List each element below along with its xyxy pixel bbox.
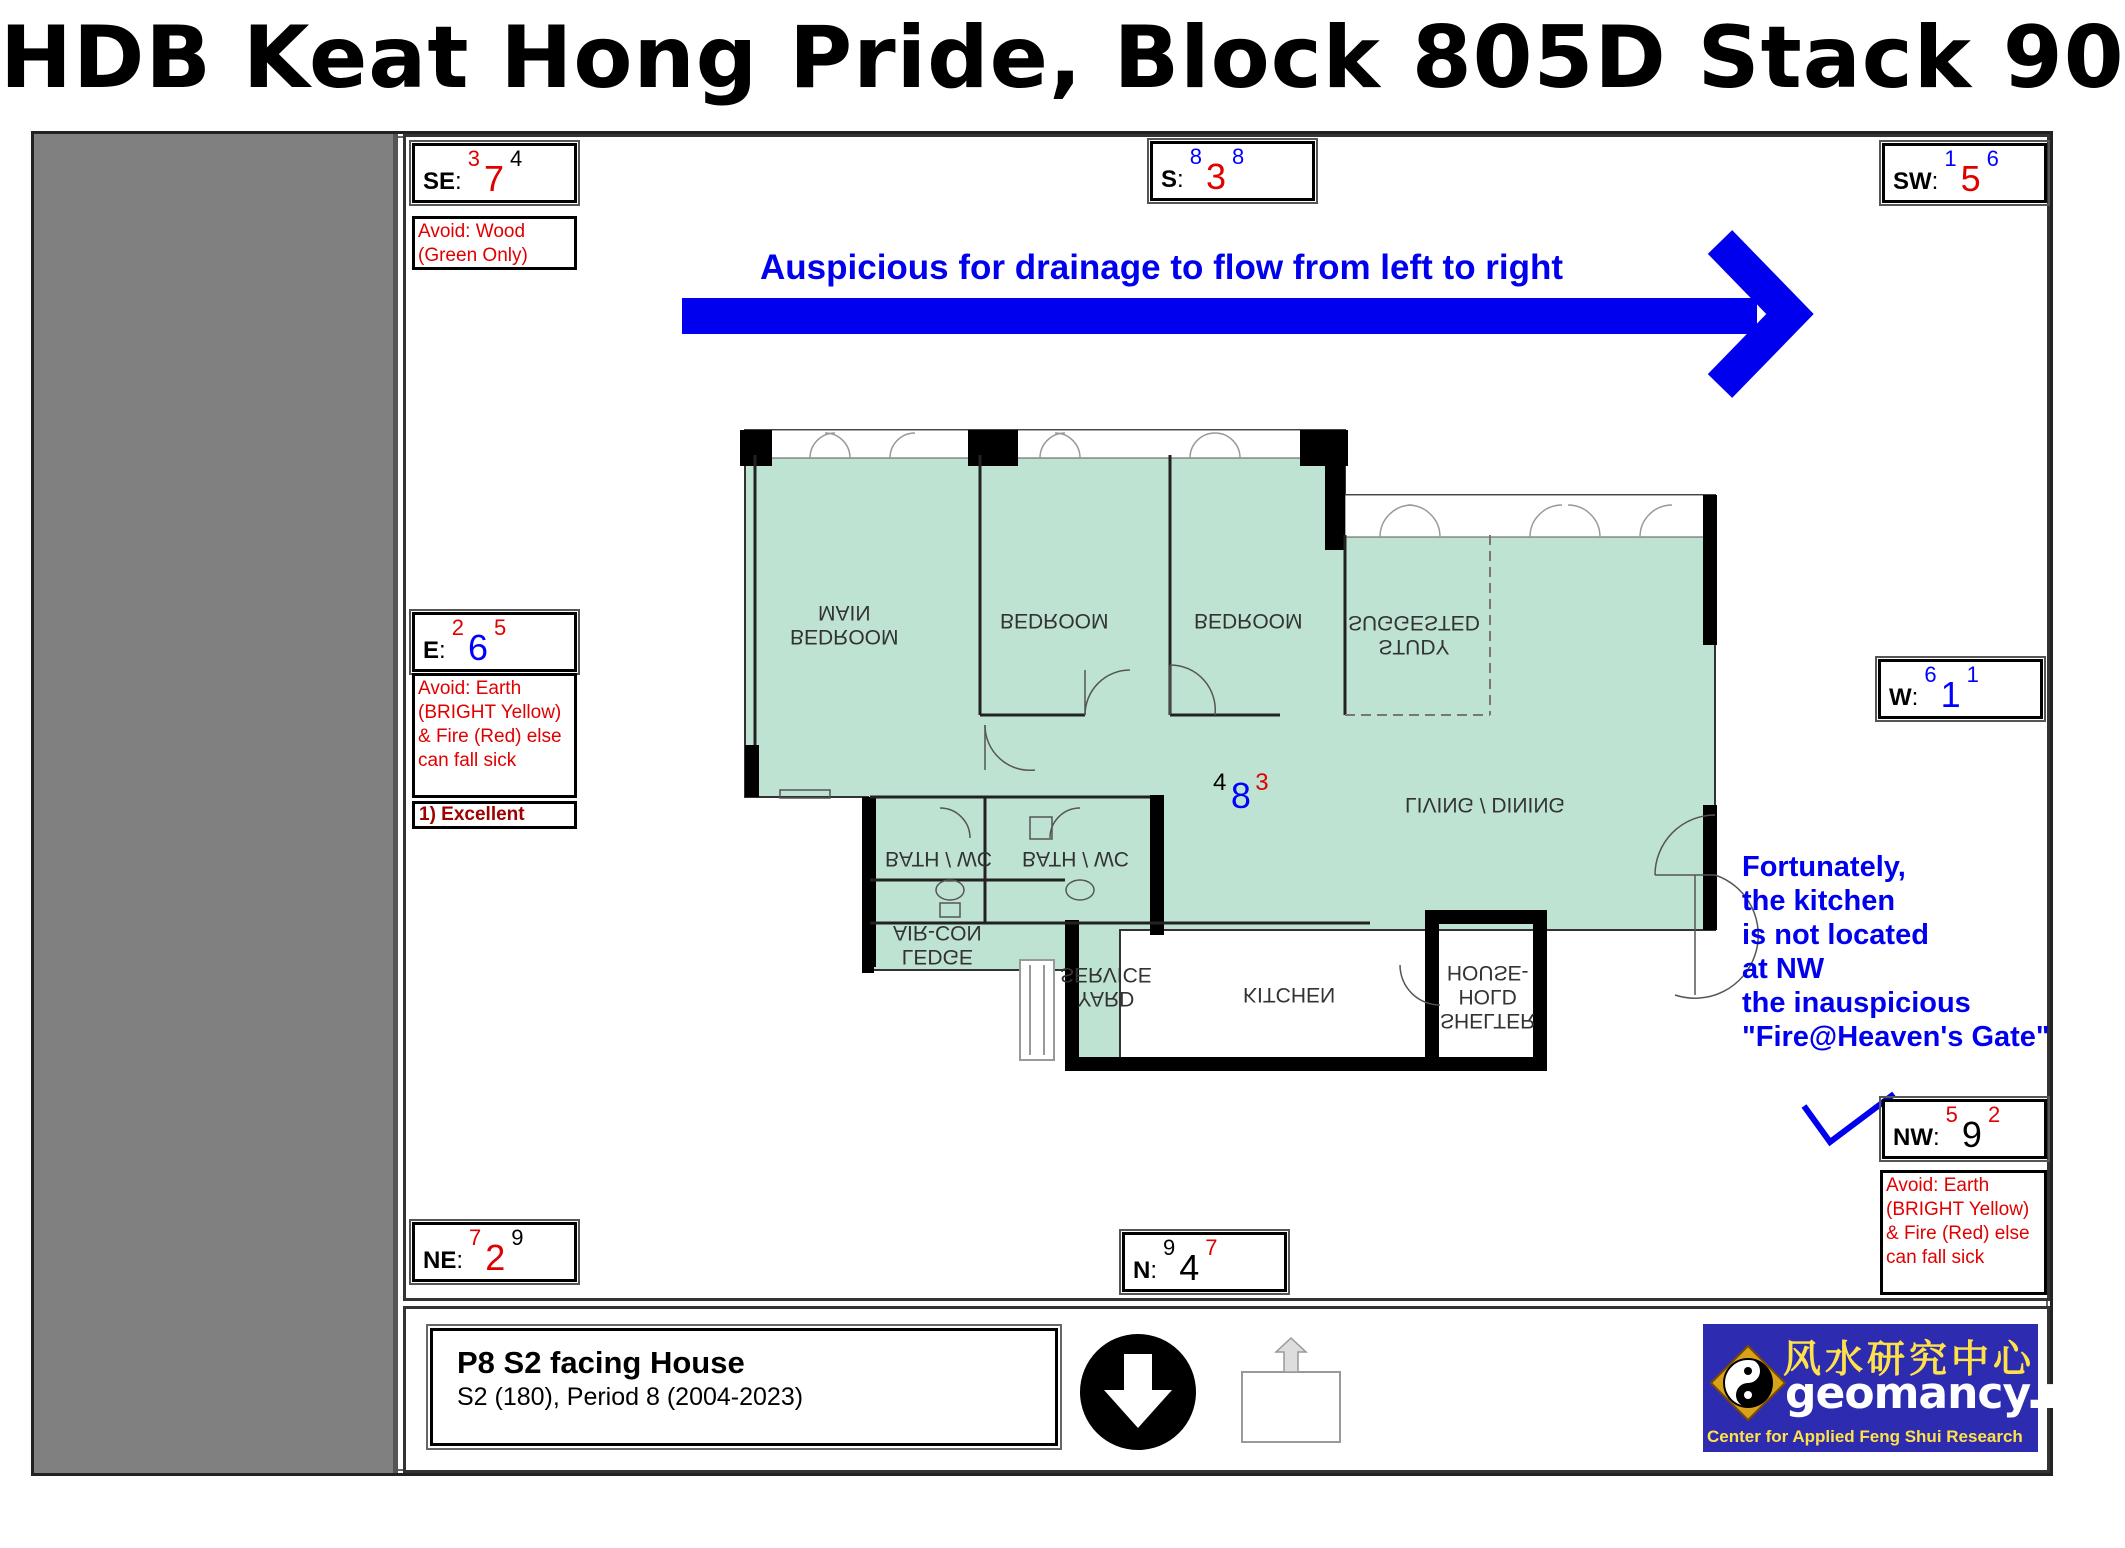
left-panel: [34, 134, 398, 1473]
room-main-bedroom: BEDROOM MAIN: [790, 601, 899, 648]
facing-subtitle: S2 (180), Period 8 (2004-2023): [457, 1383, 804, 1411]
sector-se: SE:3 7 4: [412, 143, 577, 203]
down-arrow-icon: [1078, 1332, 1198, 1452]
se-avoid-note: Avoid: Wood (Green Only): [412, 216, 577, 270]
room-service-yard: YARD SERVICE: [1060, 963, 1152, 1010]
room-bedroom-b: BEDROOM: [1194, 609, 1303, 632]
facing-info: [430, 1328, 1058, 1446]
room-bedroom-a: BEDROOM: [1000, 609, 1109, 632]
up-arrow-placeholder-icon: [1238, 1334, 1344, 1446]
logo-chinese: 风水研究中心: [1783, 1336, 2036, 1381]
nw-avoid-note: Avoid: Earth (BRIGHT Yellow) & Fire (Red) else can fall sick: [1880, 1170, 2047, 1295]
geomancy-logo: [1703, 1324, 2122, 1452]
logo-tagline: Center for Applied Feng Shui Research: [1707, 1427, 2023, 1446]
sector-s: S:8 3 8: [1150, 141, 1315, 201]
room-kitchen: KITCHEN: [1243, 983, 1336, 1006]
room-living-dining: LIVING / DINING: [1405, 793, 1565, 816]
yin-yang-icon: [1709, 1344, 1787, 1422]
e-avoid-note: Avoid: Earth (BRIGHT Yellow) & Fire (Red) else can fall sick: [412, 673, 577, 798]
page-title: HDB Keat Hong Pride, Block 805D Stack 90: [0, 8, 2125, 108]
e-rating: 1) Excellent: [412, 801, 577, 829]
room-aircon-ledge: LEDGE AIR-CON: [893, 921, 982, 968]
facing-title: P8 S2 facing House: [457, 1345, 745, 1380]
room-bath-a: BATH / WC: [885, 847, 992, 870]
room-suggested-study: STUDY SUGGESTED: [1348, 611, 1480, 658]
sector-n: N:9 4 7: [1122, 1232, 1287, 1292]
kitchen-note: Fortunately, the kitchen is not located at NW the inauspicious "Fire@Heaven's Gate": [1742, 851, 2050, 1053]
room-household-shelter: SHELTER HOLD HOUSE-: [1440, 961, 1536, 1032]
sector-e: E:2 6 5: [412, 612, 577, 672]
sector-ne: NE:7 2 9: [412, 1222, 577, 1282]
room-bath-b: BATH / WC: [1022, 847, 1129, 870]
center-stars: 4 8 3: [1213, 769, 1269, 816]
logo-name: geomancy.net: [1785, 1368, 2122, 1419]
floor-plan: [740, 425, 1720, 1090]
drainage-caption: Auspicious for drainage to flow from left to right: [760, 248, 1564, 287]
sector-w: W:6 1 1: [1878, 659, 2043, 719]
sector-sw: SW:1 5 6: [1882, 143, 2047, 203]
sector-nw: NW:5 9 2: [1882, 1099, 2047, 1159]
